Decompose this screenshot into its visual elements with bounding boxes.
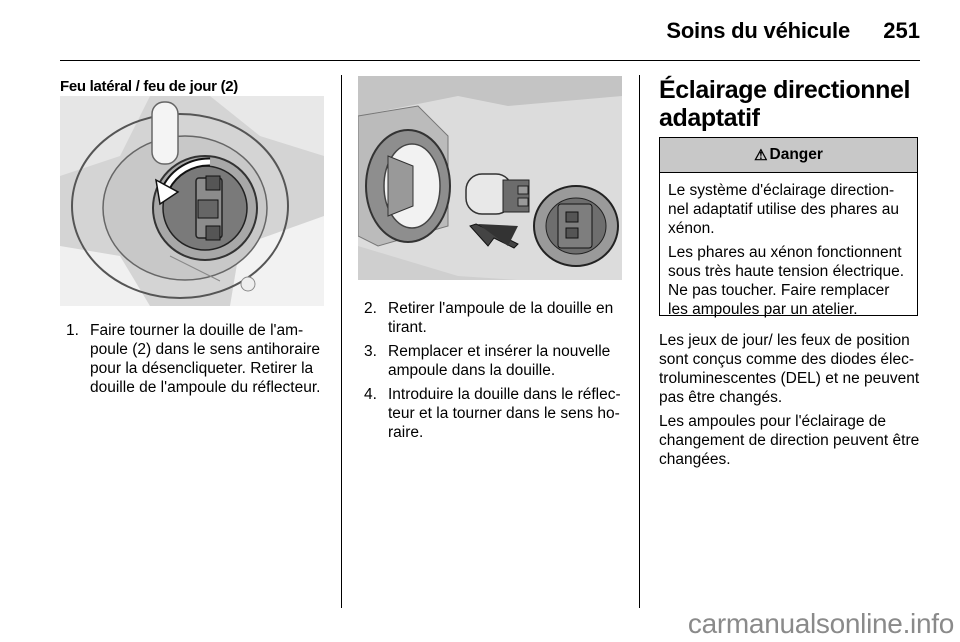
watermark: carmanualsonline.info (687, 608, 954, 639)
header-divider (60, 60, 920, 61)
danger-paragraph: Les phares au xénon fonctionnent sous très haute tension électrique. Ne pas toucher. Faire remplacer les ampoules par un atelier. (668, 244, 905, 318)
step-number: 3. (364, 343, 377, 360)
steps-list-left (66, 321, 334, 402)
step-number: 1. (66, 322, 79, 339)
step-number: 4. (364, 386, 377, 403)
column-divider-left (341, 75, 342, 608)
warning-triangle-icon: ⚠ (754, 147, 768, 164)
bulb-replacement-illustration (358, 76, 622, 280)
section-title: Éclairage directionnel adaptatif (659, 76, 911, 132)
list-item (66, 321, 334, 397)
step-text: Faire tourner la douille de l'ampoule (2) dans le sens antihoraire pour la désencliqueter. Retirer la douille de l'ampoule du réflecteur. (90, 322, 321, 396)
column-divider-right (639, 75, 640, 608)
step-number: 2. (364, 300, 377, 317)
step-text: Remplacer et insérer la nouvelle ampoule dans la douille. (388, 343, 611, 379)
paragraph: Les ampoules pour l'éclairage de changement de direction peuvent être changées. (659, 413, 920, 468)
list-item (364, 342, 632, 380)
danger-paragraph: Le système d'éclairage directionnel adaptatif utilise des phares au xénon. (668, 182, 899, 237)
body-text (659, 331, 923, 474)
danger-body (660, 173, 917, 319)
step-text: Retirer l'ampoule de la douille en tirant. (388, 300, 614, 336)
bulb-socket-rotation-illustration (60, 96, 324, 306)
list-item (364, 299, 632, 337)
danger-callout (659, 137, 918, 316)
page-number: 251 (883, 18, 920, 43)
danger-header (660, 138, 917, 173)
paragraph: Les jeux de jour/ les feux de position sont conçus comme des diodes électroluminescentes (DEL) et ne peuvent pas être changés. (659, 332, 920, 406)
danger-label: Danger (769, 146, 823, 163)
page-header-title: Soins du véhicule (666, 18, 850, 43)
section-heading: Feu latéral / feu de jour (2) (60, 78, 239, 95)
list-item (364, 385, 632, 442)
steps-list-middle (364, 299, 632, 447)
step-text: Introduire la douille dans le réflecteur et la tourner dans le sens horaire. (388, 386, 621, 441)
